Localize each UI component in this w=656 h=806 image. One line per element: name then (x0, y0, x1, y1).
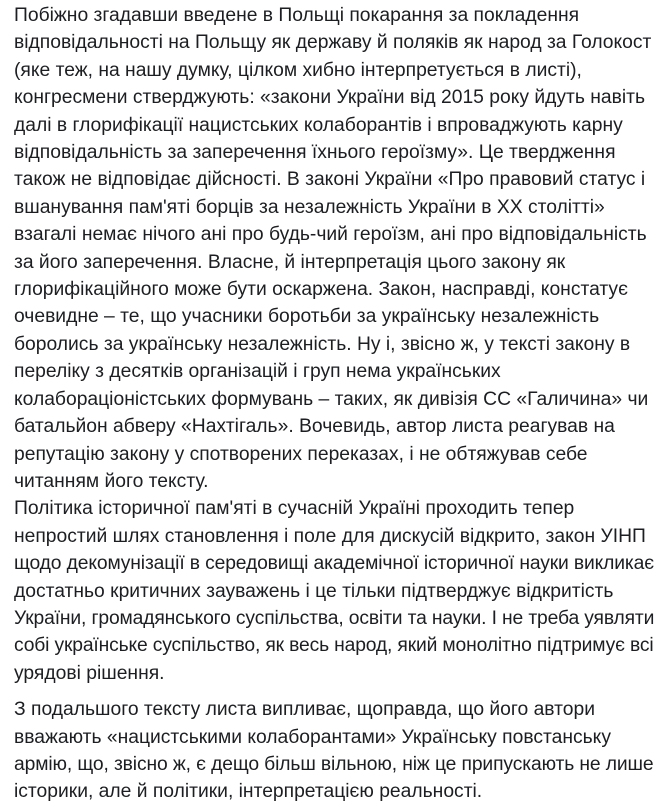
text-line: Політика історичної пам'яті в сучасній Україні проходить тепер (14, 498, 575, 520)
text-line: Побіжно згадавши введене в Польщі покарання за покладення (14, 5, 580, 26)
text-line: переліку з десятків організацій і груп нема українських (14, 361, 501, 383)
text-line: батальйон абверу «Нахтігаль». Вочевидь, автор листа реагував на (14, 416, 615, 438)
text-line: вшанування пам'яті борців за незалежність України в ХХ столітті» (14, 196, 605, 218)
text-line: непростий шлях становлення і поле для дискусій відкрито, закон УІНП (14, 525, 646, 547)
text-line: армію, що, звісно ж, є дещо більш вільною, ніж це припускають не лише (14, 753, 654, 775)
text-line: репутацію закону у спотворених переказах, і не обтяжував себе (14, 443, 588, 465)
paragraph-2 (14, 495, 654, 687)
text-line: собі українське суспільство, як весь народ, який монолітно підтримує всі (14, 635, 654, 657)
text-line: боролись за українську незалежність. Ну і, звісно ж, у тексті закону в (14, 333, 631, 355)
text-line: урядові рішення. (14, 662, 165, 684)
text-line: конгресмени стверджують: «закони України від 2015 року йдуть навіть (14, 87, 646, 109)
text-line: вважають «нацистськими колаборантами» Українську повстанську (14, 726, 611, 748)
post-body (14, 2, 654, 806)
paragraph-3 (14, 696, 654, 806)
text-line: щодо декомунізації в середовищі академічної історичної науки викликає (14, 553, 654, 575)
text-line: З подальшого тексту листа випливає, щоправда, що його автори (14, 699, 595, 721)
text-line: колабораціоністських формувань – таких, як дивізія СС «Галичина» чи (14, 388, 649, 410)
text-line: за його заперечення. Власне, й інтерпретація цього закону як (14, 251, 566, 273)
text-line: далі в глорифікації нацистських колаборантів і впроваджують карну (14, 114, 623, 136)
text-line: читанням його тексту. (14, 470, 209, 492)
text-line: (яке теж, на нашу думку, цілком хибно інтерпретується в листі), (14, 59, 582, 81)
text-line: відповідальності на Польщу як державу й поляків як народ за Голокост (14, 32, 652, 54)
text-line: взагалі немає нічого ані про будь-чий героїзм, ані про відповідальність (14, 224, 647, 246)
text-line: очевидне – те, що учасники боротьби за українську незалежність (14, 306, 600, 328)
text-line: також не відповідає дійсності. В законі України «Про правовий статус і (14, 169, 646, 191)
text-line: глорифікаційного може бути оскаржена. Закон, насправді, констатує (14, 279, 628, 301)
paragraph-1 (14, 2, 654, 495)
text-line: відповідальність за заперечення їхнього героїзму». Це твердження (14, 142, 616, 164)
text-line: достатньо критичних зауважень і це тільки підтверджує відкритість (14, 580, 614, 602)
paragraph-spacer (14, 687, 654, 696)
text-line: історики, але й політики, інтерпретацією реальності. (14, 781, 483, 803)
text-line: України, громадянського суспільства, освіти та науки. І не треба уявляти (14, 607, 655, 629)
